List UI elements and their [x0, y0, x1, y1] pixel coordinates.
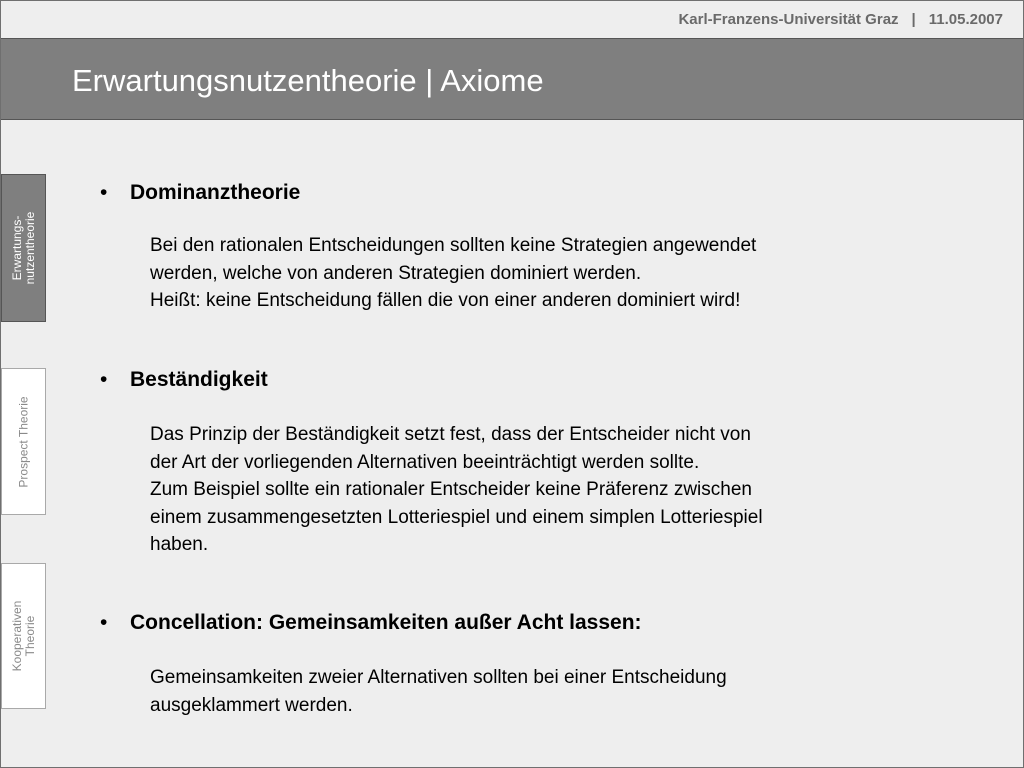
slide-title: Erwartungsnutzentheorie | Axiome [72, 63, 544, 98]
body-line: werden, welche von anderen Strategien dominiert werden. [150, 262, 642, 284]
section-heading-text: Concellation: Gemeinsamkeiten außer Acht lassen: [130, 611, 642, 634]
side-tab-label-line1: Kooperativen [9, 600, 24, 672]
bullet-icon: • [100, 368, 108, 391]
body-line: Gemeinsamkeiten zweier Alternativen sollten bei einer Entscheidung [150, 667, 727, 688]
body-line: Zum Beispiel sollte ein rationaler Entscheider keine Präferenz zwischen [150, 479, 752, 500]
section-heading-text: Beständigkeit [130, 368, 268, 391]
body-line: Bei den rationalen Entscheidungen sollten keine Strategien angewendet [150, 235, 757, 256]
header-bar [1, 1, 1023, 38]
side-tab-kooperativen-theorie[interactable] [1, 563, 46, 709]
section-heading-bestaendigkeit [100, 368, 268, 392]
side-tab-label [17, 396, 30, 487]
section-heading-text: Dominanztheorie [130, 181, 301, 204]
section-heading-dominanztheorie [100, 181, 300, 205]
section-body-concellation [150, 664, 727, 719]
side-tab-label-line1: Prospect Theorie [16, 395, 30, 488]
institution-name: Karl-Franzens-Universität Graz [678, 11, 899, 28]
body-line: haben. [150, 534, 209, 555]
side-tab-label-line2: Theorie [22, 615, 37, 657]
side-tab-erwartungsnutzentheorie[interactable] [1, 174, 46, 322]
side-tab-label [11, 212, 37, 285]
header-separator: | [911, 11, 916, 28]
section-heading-concellation [100, 611, 642, 635]
body-line: einem zusammengesetzten Lotteriespiel und einem simplen Lotteriespiel [150, 506, 763, 528]
header-text [678, 11, 1003, 28]
body-line: Das Prinzip der Beständigkeit setzt fest, dass der Entscheider nicht von [150, 424, 751, 445]
side-tab-prospect-theorie[interactable] [1, 368, 46, 515]
body-line: Heißt: keine Entscheidung fällen die von einer anderen dominiert wird! [150, 290, 741, 311]
bullet-icon: • [100, 181, 108, 204]
body-line: der Art der vorliegenden Alternativen beeinträchtigt werden sollte. [150, 451, 700, 473]
section-body-dominanztheorie [150, 232, 756, 315]
side-tab-label-line1: Erwartungs- [9, 215, 24, 281]
bullet-icon: • [100, 611, 108, 634]
title-bar [1, 38, 1023, 120]
side-tab-label [11, 601, 37, 672]
section-body-bestaendigkeit [150, 421, 763, 559]
side-tab-label-line2: nutzentheorie [22, 211, 37, 285]
header-date: 11.05.2007 [928, 11, 1003, 28]
body-line: ausgeklammert werden. [150, 694, 353, 716]
